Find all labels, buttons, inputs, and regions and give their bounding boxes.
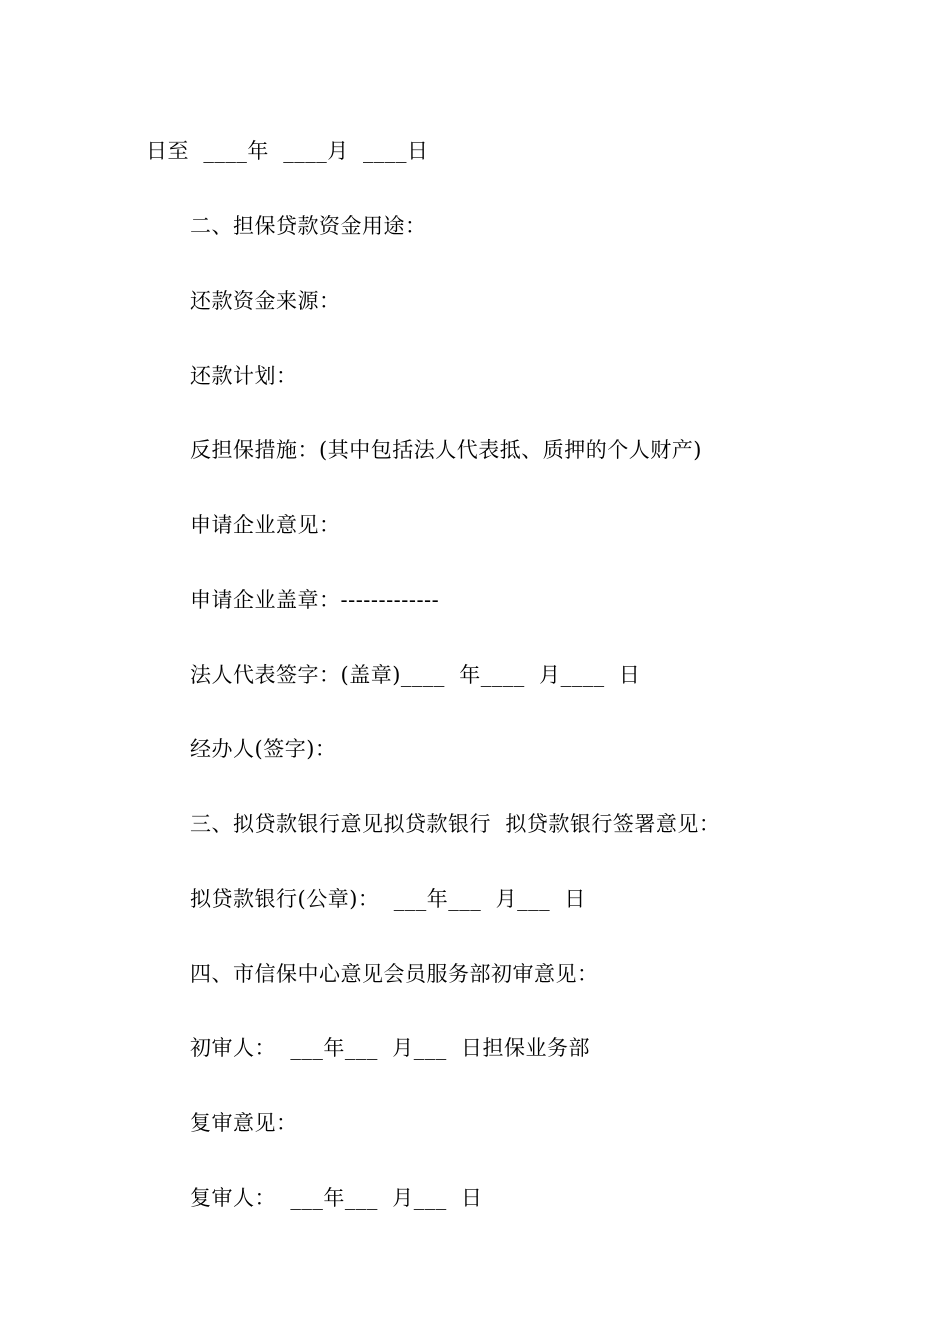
second-reviewer-line: 复审人： ___年___ 月___ 日 (190, 1186, 483, 1210)
date-range-end-line: 日至 ____年 ____月 ____日 (146, 139, 429, 163)
bank-seal-date-line: 拟贷款银行(公章)： ___年___ 月___ 日 (190, 887, 586, 911)
handler-signature-label: 经办人(签字)： (190, 737, 337, 761)
center-opinion-heading: 四、市信保中心意见会员服务部初审意见： (190, 962, 599, 986)
counter-guarantee-label: 反担保措施：(其中包括法人代表抵、质押的个人财产) (190, 438, 702, 462)
second-review-opinion-label: 复审意见： (190, 1111, 298, 1135)
first-reviewer-line: 初审人： ___年___ 月___ 日担保业务部 (190, 1036, 591, 1060)
repayment-plan-label: 还款计划： (190, 364, 298, 388)
repayment-source-label: 还款资金来源： (190, 289, 341, 313)
applicant-opinion-label: 申请企业意见： (190, 513, 341, 537)
applicant-seal-line: 申请企业盖章：------------- (190, 588, 440, 612)
legal-rep-signature-line: 法人代表签字：(盖章)____ 年____ 月____ 日 (190, 663, 641, 687)
bank-opinion-heading: 三、拟贷款银行意见拟贷款银行 拟贷款银行签署意见： (190, 812, 721, 836)
loan-purpose-heading: 二、担保贷款资金用途： (190, 214, 427, 238)
